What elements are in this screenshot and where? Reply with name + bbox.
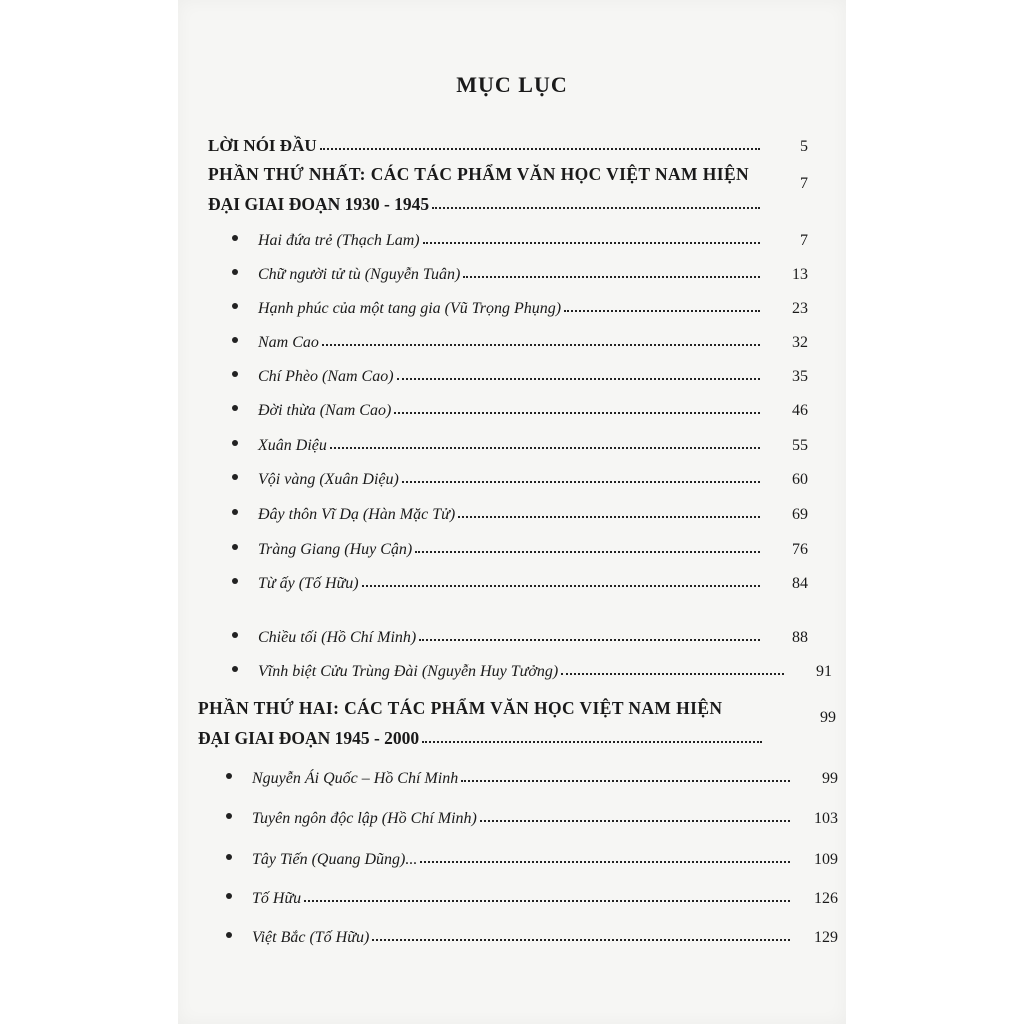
part-heading-2-line2: ĐẠI GIAI ĐOẠN 1945 - 2000	[198, 728, 420, 748]
item-label: Xuân Diệu	[258, 437, 327, 454]
leader-dots	[423, 242, 760, 244]
toc-item	[226, 798, 838, 828]
toc-item	[232, 494, 808, 524]
bullet-icon	[226, 813, 232, 819]
leader-dots	[458, 516, 760, 518]
toc-entry-part1	[208, 175, 808, 215]
item-label: Tố Hữu	[252, 890, 302, 907]
item-page: 91	[816, 663, 832, 680]
item-label: Tây Tiến (Quang Dũng)...	[252, 851, 418, 868]
item-label: Hai đứa trẻ (Thạch Lam)	[258, 232, 420, 249]
item-label: Chữ người tử tù (Nguyễn Tuân)	[258, 266, 461, 283]
bullet-icon	[232, 578, 238, 584]
leader-dots	[561, 673, 784, 675]
leader-dots	[372, 939, 790, 941]
item-label: Từ ấy (Tố Hữu)	[258, 575, 359, 592]
toc-item	[232, 220, 808, 250]
leader-dots	[402, 481, 760, 483]
bullet-icon	[232, 509, 238, 515]
item-label: Chiều tối (Hồ Chí Minh)	[258, 629, 417, 646]
item-page: 109	[814, 851, 838, 868]
entry-page: 7	[800, 175, 808, 192]
part-heading-2-line1: PHẦN THỨ HAI: CÁC TÁC PHẨM VĂN HỌC VIỆT NAM HIỆN	[198, 698, 723, 718]
entry-page: 99	[820, 709, 836, 726]
leader-dots	[415, 551, 760, 553]
item-page: 126	[814, 890, 838, 907]
bullet-icon	[232, 544, 238, 550]
toc-item	[232, 563, 808, 593]
item-label: Nguyễn Ái Quốc – Hồ Chí Minh	[252, 770, 459, 787]
leader-dots	[394, 412, 760, 414]
leader-dots	[322, 344, 760, 346]
leader-dots	[320, 148, 760, 150]
bullet-icon	[226, 932, 232, 938]
leader-dots	[362, 585, 760, 587]
leader-dots	[461, 780, 790, 782]
toc-item	[232, 651, 832, 681]
leader-dots	[564, 310, 760, 312]
toc-item	[226, 839, 838, 869]
item-label: Việt Bắc (Tố Hữu)	[252, 929, 370, 946]
item-page: 84	[792, 575, 808, 592]
toc-item	[232, 390, 808, 420]
leader-dots	[304, 900, 790, 902]
item-page: 69	[792, 506, 808, 523]
item-page: 35	[792, 368, 808, 385]
item-page: 60	[792, 471, 808, 488]
toc-item	[232, 288, 808, 318]
leader-dots	[397, 378, 760, 380]
item-label: Vội vàng (Xuân Diệu)	[258, 471, 399, 488]
item-page: 103	[814, 810, 838, 827]
item-label: Đời thừa (Nam Cao)	[258, 402, 392, 419]
bullet-icon	[232, 371, 238, 377]
bullet-icon	[232, 405, 238, 411]
toc-entry-part2	[198, 709, 836, 749]
item-page: 7	[800, 232, 808, 249]
item-page: 13	[792, 266, 808, 283]
bullet-icon	[232, 337, 238, 343]
leader-dots	[420, 861, 790, 863]
bullet-icon	[232, 269, 238, 275]
toc-item	[226, 917, 838, 947]
leader-dots	[330, 447, 760, 449]
bullet-icon	[232, 440, 238, 446]
toc-item	[232, 459, 808, 489]
leader-dots	[432, 207, 760, 209]
item-page: 76	[792, 541, 808, 558]
toc-item	[232, 254, 808, 284]
toc-entry-preface	[208, 126, 808, 156]
bullet-icon	[232, 632, 238, 638]
item-page: 129	[814, 929, 838, 946]
item-label: Hạnh phúc của một tang gia (Vũ Trọng Phụng)	[258, 300, 562, 317]
bullet-icon	[232, 474, 238, 480]
leader-dots	[422, 741, 762, 743]
toc-item	[232, 356, 808, 386]
bullet-icon	[226, 773, 232, 779]
bullet-icon	[226, 854, 232, 860]
toc-item	[232, 425, 808, 455]
item-page: 99	[822, 770, 838, 787]
item-page: 46	[792, 402, 808, 419]
item-page: 32	[792, 334, 808, 351]
item-label: Nam Cao	[258, 334, 319, 351]
toc-item	[232, 322, 808, 352]
item-page: 55	[792, 437, 808, 454]
part-heading-1-line1: PHẦN THỨ NHẤT: CÁC TÁC PHẨM VĂN HỌC VIỆT NAM HIỆN	[208, 164, 750, 184]
page-title: MỤC LỤC	[456, 72, 568, 97]
leader-dots	[463, 276, 760, 278]
bullet-icon	[232, 666, 238, 672]
entry-label: LỜI NÓI ĐẦU	[208, 136, 317, 155]
toc-item	[232, 529, 808, 559]
item-label: Đây thôn Vĩ Dạ (Hàn Mặc Tử)	[258, 506, 456, 523]
item-label: Tràng Giang (Huy Cận)	[258, 541, 413, 558]
toc-item	[232, 617, 808, 647]
bullet-icon	[232, 303, 238, 309]
bullet-icon	[232, 235, 238, 241]
item-label: Vĩnh biệt Cửu Trùng Đài (Nguyễn Huy Tưởng)	[258, 663, 559, 680]
item-page: 23	[792, 300, 808, 317]
part-heading-1-line2: ĐẠI GIAI ĐOẠN 1930 - 1945	[208, 194, 430, 214]
leader-dots	[419, 639, 760, 641]
item-label: Tuyên ngôn độc lập (Hồ Chí Minh)	[252, 810, 477, 827]
toc-item	[226, 878, 838, 908]
item-page: 88	[792, 629, 808, 646]
bullet-icon	[226, 893, 232, 899]
entry-page: 5	[800, 138, 808, 155]
leader-dots	[480, 820, 790, 822]
toc-item	[226, 758, 838, 788]
item-label: Chí Phèo (Nam Cao)	[258, 368, 394, 385]
